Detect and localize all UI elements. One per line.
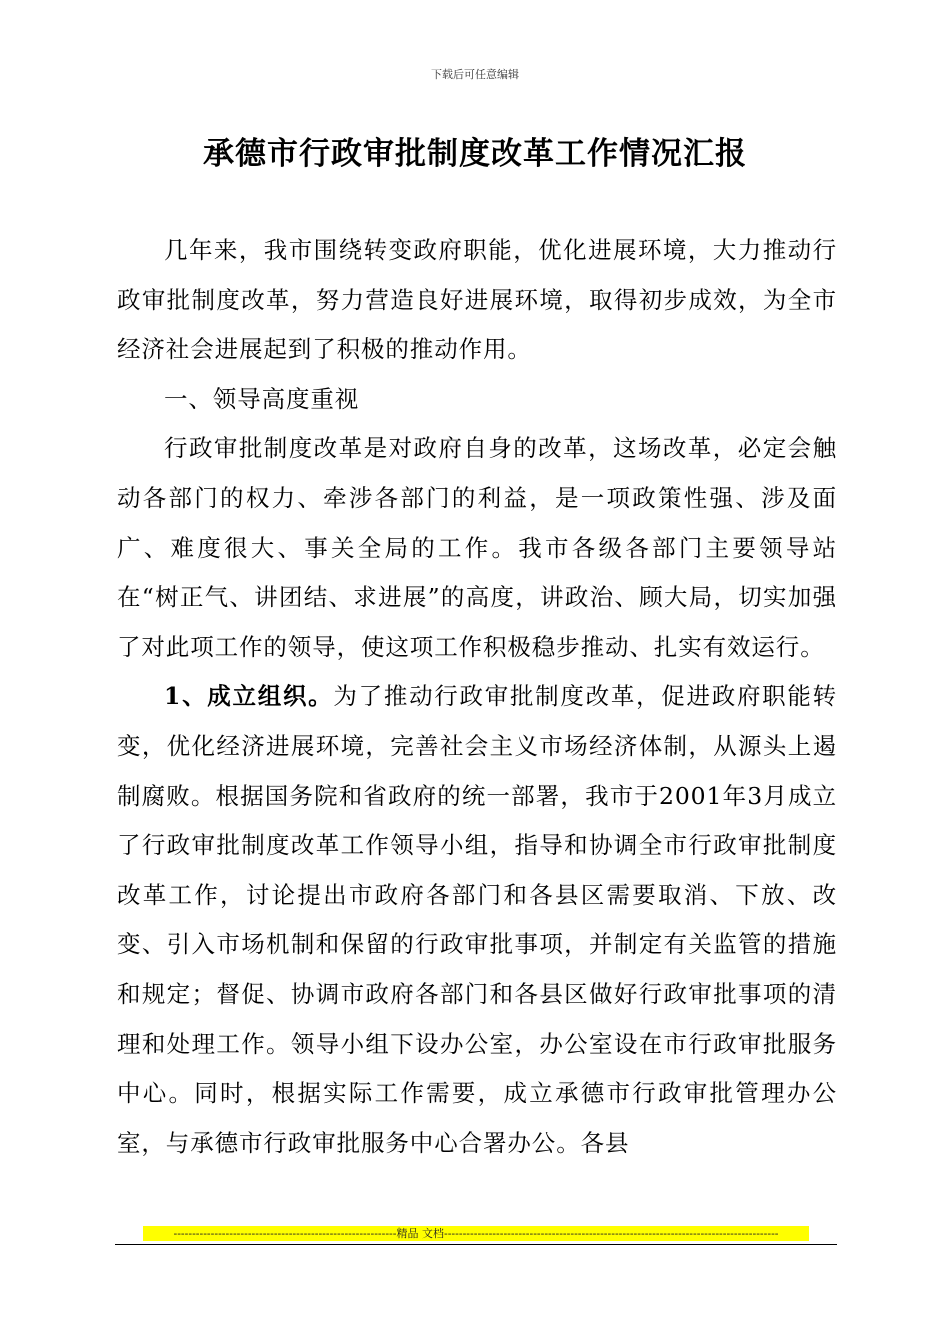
document-title: 承德市行政审批制度改革工作情况汇报 (203, 136, 747, 172)
header-note: 下载后可任意编辑 (431, 68, 519, 81)
intro-paragraph: 几年来，我市围绕转变政府职能，优化进展环境，大力推动行政审批制度改革，努力营造良好进展环境，取得初步成效，为全市经济社会进展起到了积极的推动作用。 (117, 236, 837, 364)
footer-watermark-band: ------------------------------------------------------------精品 文档------------------------------------------------------------------------------------------ (143, 1226, 809, 1241)
item-text: 为了推动行政审批制度改革，促进政府职能转变，优化经济进展环境，完善社会主义市场经济体制，从源头上遏制腐败。根据国务院和省政府的统一部署，我市于2001年3月成立了行政审批制度改革工作领导小组，指导和协调全市行政审批制度改革工作，讨论提出市政府各部门和各县区需要取消、下放、改变、引入市场机制和保留的行政审批事项，并制定有关监管的措施和规定；督促、协调市政府各部门和各县区做好行政审批事项的清理和处理工作。领导小组下设办公室，办公室设在市行政审批服务中心。同时，根据实际工作需要，成立承德市行政审批管理办公室，与承德市行政审批服务中心合署办公。各县 (117, 682, 838, 1157)
footer-divider (115, 1244, 837, 1245)
section-heading: 一、领导高度重视 (164, 384, 360, 413)
section-paragraph: 行政审批制度改革是对政府自身的改革，这场改革，必定会触动各部门的权力、牵涉各部门的利益，是一项政策性强、涉及面广、难度很大、事关全局的工作。我市各级各部门主要领导站在“树正气、讲团结、求进展”的高度，讲政治、顾大局，切实加强了对此项工作的领导，使这项工作积极稳步推动、扎实有效运行。 (117, 434, 837, 661)
item-paragraph (117, 672, 837, 1168)
item-lead: 1、成立组织。 (164, 682, 334, 711)
document-body (117, 226, 837, 1168)
